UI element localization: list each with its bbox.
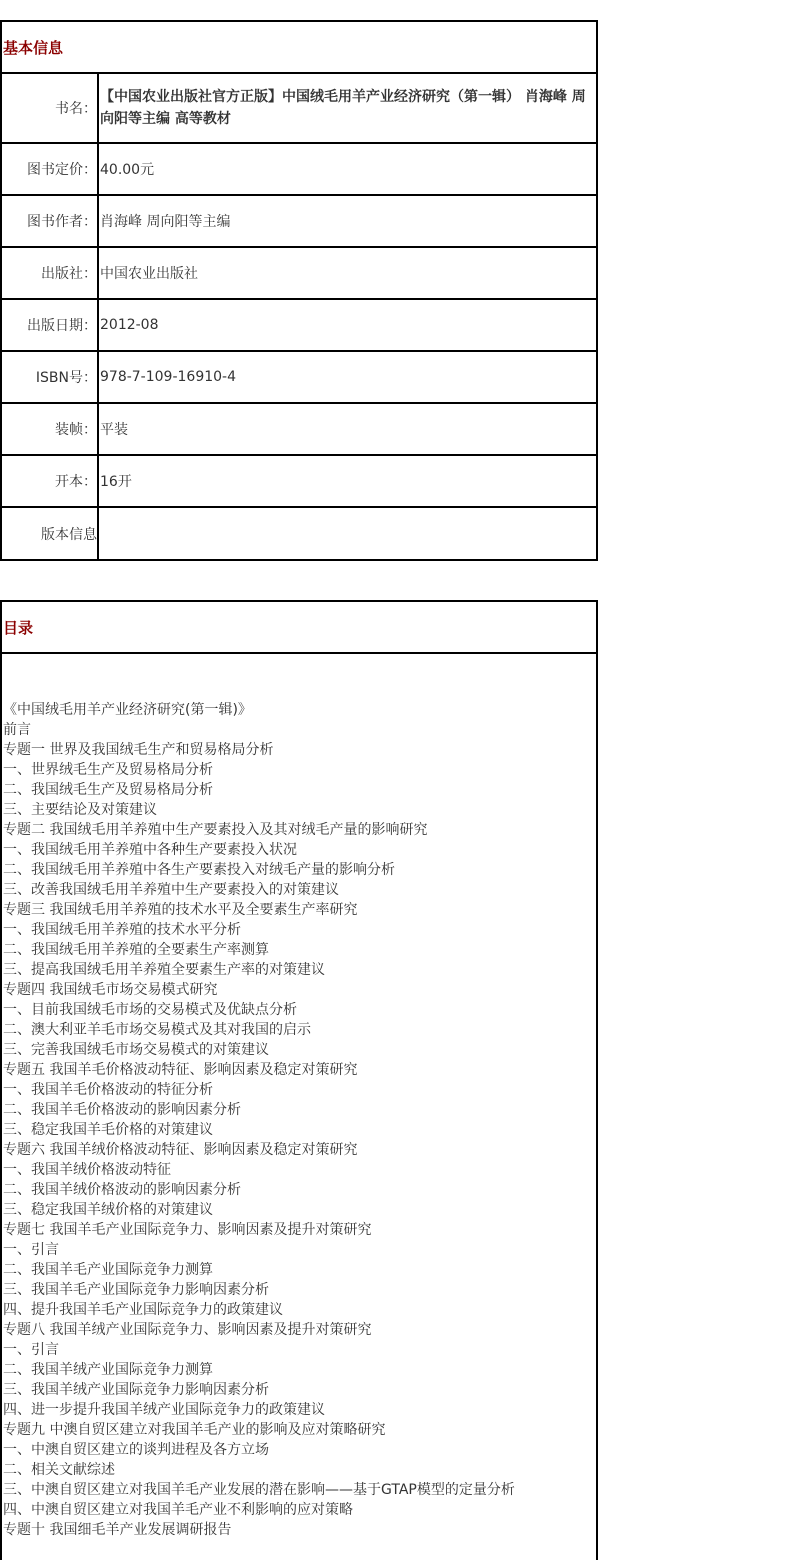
toc-table bbox=[0, 600, 598, 1560]
toc-line: 二、我国绒毛生产及贸易格局分析 bbox=[3, 782, 213, 798]
book-title-value: 【中国农业出版社官方正版】中国绒毛用羊产业经济研究（第一辑） 肖海峰 周向阳等主编 高等教材 bbox=[100, 89, 586, 127]
info-value: 40.00元 bbox=[100, 162, 155, 178]
info-label: 书名： bbox=[2, 74, 99, 142]
info-value: 平装 bbox=[100, 422, 128, 438]
info-row bbox=[2, 352, 596, 404]
toc-line: 三、我国羊绒产业国际竞争力影响因素分析 bbox=[3, 1382, 269, 1398]
toc-line: 三、提高我国绒毛用羊养殖全要素生产率的对策建议 bbox=[3, 962, 325, 978]
info-row bbox=[2, 404, 596, 456]
toc-line: 专题十 我国细毛羊产业发展调研报告 bbox=[3, 1522, 232, 1538]
info-label: 图书作者： bbox=[2, 196, 99, 246]
basic-info-header: 基本信息 bbox=[2, 22, 596, 74]
toc-line: 专题一 世界及我国绒毛生产和贸易格局分析 bbox=[3, 742, 274, 758]
info-row bbox=[2, 248, 596, 300]
toc-line: 三、主要结论及对策建议 bbox=[3, 802, 157, 818]
toc-line: 二、澳大利亚羊毛市场交易模式及其对我国的启示 bbox=[3, 1022, 311, 1038]
info-value: 2012-08 bbox=[100, 317, 159, 333]
toc-line: 三、稳定我国羊毛价格的对策建议 bbox=[3, 1122, 213, 1138]
toc-header: 目录 bbox=[2, 602, 596, 654]
info-value: 978-7-109-16910-4 bbox=[100, 369, 237, 385]
toc-line: 专题三 我国绒毛用羊养殖的技术水平及全要素生产率研究 bbox=[3, 902, 358, 918]
toc-line: 二、我国绒毛用羊养殖中各生产要素投入对绒毛产量的影响分析 bbox=[3, 862, 395, 878]
toc-line: 二、我国绒毛用羊养殖的全要素生产率测算 bbox=[3, 942, 269, 958]
info-label: 装帧： bbox=[2, 404, 99, 454]
info-row bbox=[2, 456, 596, 508]
toc-line: 一、中澳自贸区建立的谈判进程及各方立场 bbox=[3, 1442, 269, 1458]
toc-line: 三、中澳自贸区建立对我国羊毛产业发展的潜在影响——基于GTAP模型的定量分析 bbox=[3, 1482, 515, 1498]
toc-line: 二、我国羊绒价格波动的影响因素分析 bbox=[3, 1182, 241, 1198]
toc-line: 二、我国羊毛价格波动的影响因素分析 bbox=[3, 1102, 241, 1118]
basic-info-table bbox=[0, 20, 598, 561]
info-label: ISBN号： bbox=[2, 352, 99, 402]
info-row bbox=[2, 196, 596, 248]
toc-line: 《中国绒毛用羊产业经济研究(第一辑)》 bbox=[3, 702, 252, 718]
toc-line: 专题九 中澳自贸区建立对我国羊毛产业的影响及应对策略研究 bbox=[3, 1422, 386, 1438]
toc-body bbox=[2, 654, 596, 1540]
info-label: 版本信息 bbox=[2, 508, 99, 560]
toc-line: 一、目前我国绒毛市场的交易模式及优缺点分析 bbox=[3, 1002, 297, 1018]
toc-line: 专题二 我国绒毛用羊养殖中生产要素投入及其对绒毛产量的影响研究 bbox=[3, 822, 428, 838]
toc-line: 二、相关文献综述 bbox=[3, 1462, 115, 1478]
toc-line: 专题七 我国羊毛产业国际竞争力、影响因素及提升对策研究 bbox=[3, 1222, 372, 1238]
info-value: 肖海峰 周向阳等主编 bbox=[100, 214, 231, 230]
info-value: 中国农业出版社 bbox=[100, 266, 198, 282]
toc-line: 一、引言 bbox=[3, 1242, 59, 1258]
toc-line: 四、进一步提升我国羊绒产业国际竞争力的政策建议 bbox=[3, 1402, 325, 1418]
toc-line: 三、完善我国绒毛市场交易模式的对策建议 bbox=[3, 1042, 269, 1058]
toc-line: 前言 bbox=[3, 722, 31, 738]
info-value: 16开 bbox=[100, 474, 132, 490]
info-label: 开本： bbox=[2, 456, 99, 506]
toc-line: 专题四 我国绒毛市场交易模式研究 bbox=[3, 982, 218, 998]
toc-line: 一、引言 bbox=[3, 1342, 59, 1358]
info-row bbox=[2, 300, 596, 352]
info-value bbox=[99, 508, 596, 560]
toc-line: 一、我国羊毛价格波动的特征分析 bbox=[3, 1082, 213, 1098]
toc-line: 一、我国羊绒价格波动特征 bbox=[3, 1162, 171, 1178]
toc-line: 专题六 我国羊绒价格波动特征、影响因素及稳定对策研究 bbox=[3, 1142, 358, 1158]
info-label: 出版社： bbox=[2, 248, 99, 298]
toc-line: 专题八 我国羊绒产业国际竞争力、影响因素及提升对策研究 bbox=[3, 1322, 372, 1338]
toc-line: 一、我国绒毛用羊养殖中各种生产要素投入状况 bbox=[3, 842, 297, 858]
toc-line: 一、世界绒毛生产及贸易格局分析 bbox=[3, 762, 213, 778]
toc-line: 专题五 我国羊毛价格波动特征、影响因素及稳定对策研究 bbox=[3, 1062, 358, 1078]
info-row bbox=[2, 74, 596, 144]
info-label: 图书定价： bbox=[2, 144, 99, 194]
toc-line: 四、中澳自贸区建立对我国羊毛产业不利影响的应对策略 bbox=[3, 1502, 353, 1518]
toc-line: 一、我国绒毛用羊养殖的技术水平分析 bbox=[3, 922, 241, 938]
toc-line: 三、我国羊毛产业国际竞争力影响因素分析 bbox=[3, 1282, 269, 1298]
toc-line: 三、稳定我国羊绒价格的对策建议 bbox=[3, 1202, 213, 1218]
toc-line: 四、提升我国羊毛产业国际竞争力的政策建议 bbox=[3, 1302, 283, 1318]
toc-line: 三、改善我国绒毛用羊养殖中生产要素投入的对策建议 bbox=[3, 882, 339, 898]
info-row bbox=[2, 508, 596, 560]
toc-line: 二、我国羊毛产业国际竞争力测算 bbox=[3, 1262, 213, 1278]
info-label: 出版日期： bbox=[2, 300, 99, 350]
toc-line: 二、我国羊绒产业国际竞争力测算 bbox=[3, 1362, 213, 1378]
info-row bbox=[2, 144, 596, 196]
